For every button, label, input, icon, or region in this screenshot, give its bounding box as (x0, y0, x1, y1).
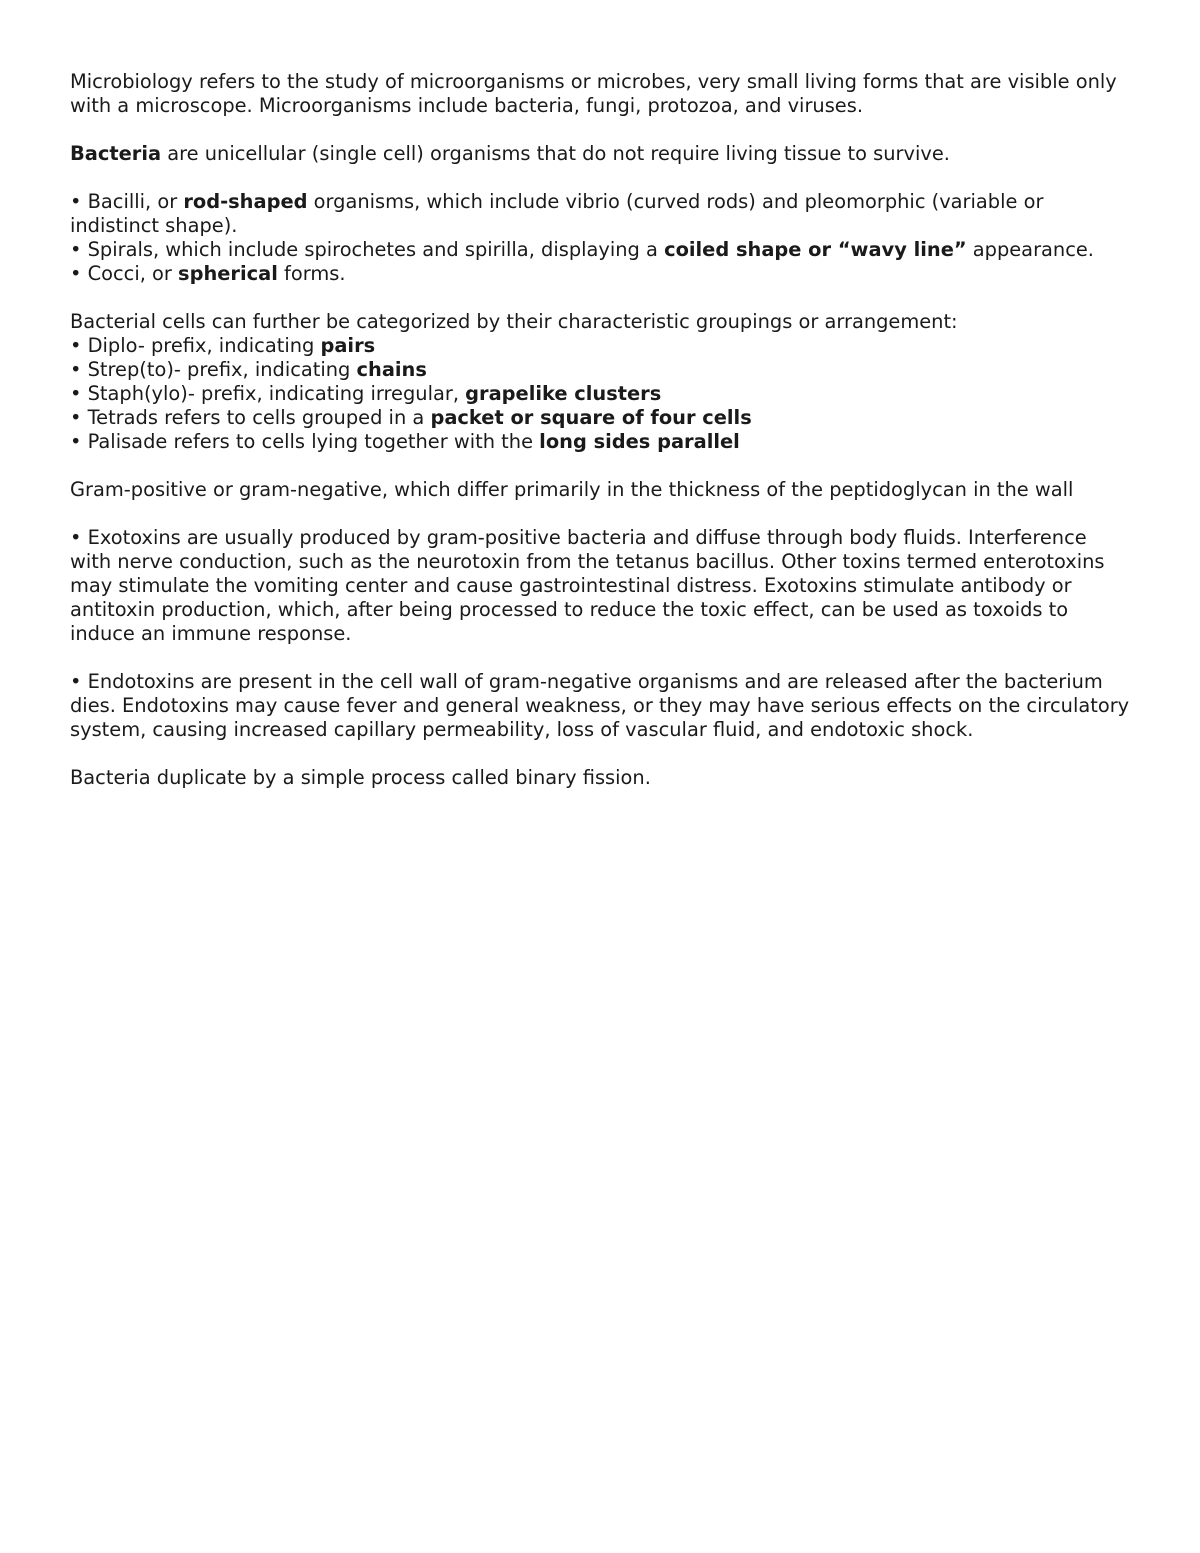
arrangement-item-strep (70, 358, 1132, 382)
shape-item-emphasis: coiled shape or “wavy line” (664, 238, 967, 261)
bacteria-definition-text: are unicellular (single cell) organisms that do not require living tissue to survive. (161, 142, 950, 165)
arrangement-item-emphasis: packet or square of four cells (430, 406, 752, 429)
exotoxins-paragraph: • Exotoxins are usually produced by gram-positive bacteria and diffuse through body fluids. Interference with nerve conduction, such as the neurotoxin from the tetanus bacillus. Other toxins termed enterotoxins may stimulate the vomiting center and cause gastrointestinal distress. Exotoxins stimulate antibody or antitoxin production, which, after being processed to reduce the toxic effect, can be used as toxoids to induce an immune response. (70, 526, 1105, 645)
shapes-list (70, 190, 1132, 286)
arrangement-item-text: • Staph(ylo)- prefix, indicating irregular, (70, 382, 466, 405)
arrangement-item-emphasis: chains (356, 358, 427, 381)
intro-paragraph: Microbiology refers to the study of microorganisms or microbes, very small living forms that are visible only with a microscope. Microorganisms include bacteria, fungi, protozoa, and viruses. (70, 70, 1117, 117)
arrangement-item-palisade (70, 430, 1132, 454)
arrangement-item-emphasis: long sides parallel (539, 430, 740, 453)
arrangement-item-text: • Palisade refers to cells lying together with the (70, 430, 540, 453)
shape-item-emphasis: rod-shaped (183, 190, 308, 213)
shape-item-text: organisms, which include vibrio (curved rods) and pleomorphic (variable or indistinct shape). (70, 190, 1044, 237)
arrangements-heading: Bacterial cells can further be categorized by their characteristic groupings or arrangement: (70, 310, 958, 333)
arrangement-item-emphasis: pairs (320, 334, 376, 357)
shape-item-text: • Bacilli, or (70, 190, 184, 213)
shape-item-text: • Spirals, which include spirochetes and spirilla, displaying a (70, 238, 665, 261)
bacteria-definition (70, 142, 1132, 166)
document-body (70, 70, 1132, 814)
gram-paragraph: Gram-positive or gram-negative, which differ primarily in the thickness of the peptidoglycan in the wall (70, 478, 1074, 501)
shape-item-spirals (70, 238, 1132, 262)
shape-item-cocci (70, 262, 1132, 286)
arrangement-item-diplo (70, 334, 1132, 358)
bacteria-term: Bacteria (70, 142, 162, 165)
shape-item-bacilli (70, 190, 1132, 238)
arrangement-item-tetrads (70, 406, 1132, 430)
arrangement-item-text: • Strep(to)- prefix, indicating (70, 358, 357, 381)
shape-item-text: • Cocci, or (70, 262, 179, 285)
arrangement-item-emphasis: grapelike clusters (465, 382, 662, 405)
shape-item-text: forms. (277, 262, 346, 285)
arrangements-section (70, 310, 1132, 454)
arrangement-item-text: • Diplo- prefix, indicating (70, 334, 321, 357)
fission-paragraph: Bacteria duplicate by a simple process called binary fission. (70, 766, 651, 789)
arrangement-item-text: • Tetrads refers to cells grouped in a (70, 406, 431, 429)
shape-item-text: appearance. (966, 238, 1094, 261)
endotoxins-paragraph: • Endotoxins are present in the cell wall of gram-negative organisms and are released after the bacterium dies. Endotoxins may cause fever and general weakness, or they may have serious effects on the circulatory system, causing increased capillary permeability, loss of vascular fluid, and endotoxic shock. (70, 670, 1130, 741)
arrangement-item-staph (70, 382, 1132, 406)
shape-item-emphasis: spherical (178, 262, 278, 285)
